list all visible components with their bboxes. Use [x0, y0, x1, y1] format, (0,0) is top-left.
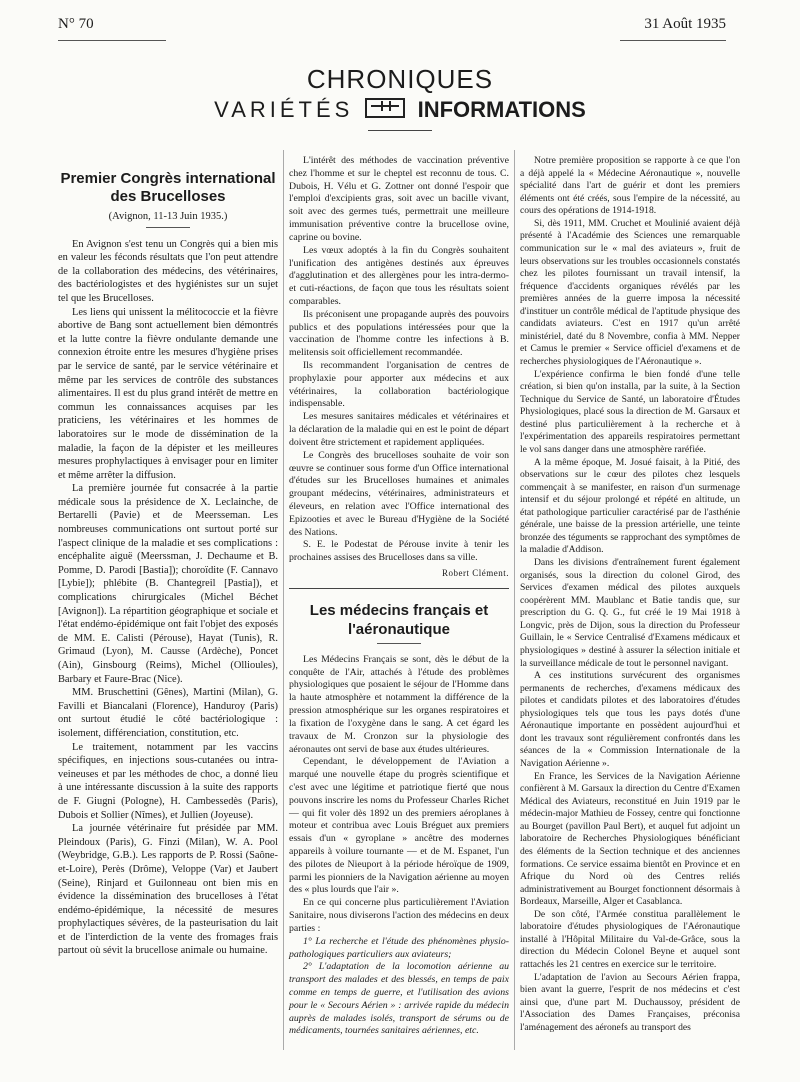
article2-rule	[377, 643, 421, 644]
masthead-informations: INFORMATIONS	[417, 97, 586, 122]
article1-paragraph: Le traitement, notamment par les vaccins spécifiques, en injections sous-cutanées ou intra-veineuses et par les méthodes de choc, a donné lieu à une intéressante discussion à la suite des rapports de F. Giugni (Pologne), H. Cambessedès (Paris), Dubois et Sollier (Nîmes), et Jullien (Joyeuse).	[58, 741, 278, 821]
article1-paragraph: Le Congrès des brucelloses souhaite de voir son œuvre se continuer sous forme d'un Office international d'études sur les Brucelloses humaines et animales groupant médecins, vétérinaires, administrateurs et éleveurs, en relation avec l'Office international des Epizooties et avec le Bureau d'Hygiène de la Société des Nations.	[289, 449, 509, 538]
column-1	[58, 170, 278, 958]
article1-paragraph: Les liens qui unissent la mélitococcie et la fièvre abortive de Bang sont actuellement bien démontrés et la lutte contre la fièvre ondulante demande une connexion étroite entre les mesures d'hygiène prises par le service de santé, par le service vétérinaire et même par les services de contrôle des substances alimentaires. Il est du plus grand intérêt de mettre en commun les connaissances acquises par les praticiens, les vétérinaires et les hommes de laboratoires sur le mode de dissémination de la maladie, la façon de la dépister et les meilleures mesures prophylactiques à envisager pour en limiter et même arrêter la diffusion.	[58, 306, 278, 481]
article1-paragraph: Ils recommandent l'organisation de centres de prophylaxie pour apporter aux médecins et aux vétérinaires, la collaboration bactériologique indispensable.	[289, 360, 509, 410]
article2-paragraph: En France, les Services de la Navigation Aérienne confièrent à M. Garsaux la direction du Centre d'Examen Médical des Aviateurs, reconstitué en Juin 1919 par le médecin-major Mathieu de Fossey, centre qui fonctionne au Bourget (pavillon Paul Bert), et auquel fut adjoint un laboratoire de Recherches Physiologiques bénéficiant des éléments de la Section technique et des anciennes formations. Ce service essaima bientôt en Province et en Afrique du Nord où des Centres reliés administrativement au Bourget fonctionnent désormais à Bordeaux, Marseille, Alger et Casablanca.	[520, 770, 740, 908]
header-rule-left	[58, 40, 166, 41]
article2-paragraph: L'adaptation de l'avion au Secours Aérien frappa, bien avant la guerre, l'esprit de nos médecins et c'est ainsi que, d'une part M. Duchaussoy, président de l'Association des Dames Françaises, préconisa l'aménagement des aéronefs au transport des	[520, 971, 740, 1033]
article1-paragraph: En Avignon s'est tenu un Congrès qui a bien mis en valeur les féconds résultats que l'on peut attendre de la collaboration des médecins, des vétérinaires, des bactériologistes et des hygiénistes sur un sujet tel que les Brucelloses.	[58, 238, 278, 304]
article2-paragraph: Dans les divisions d'entraînement furent également organisés, sous la direction du colonel Girod, des Services d'examen médical des pilotes auxquels coopérèrent MM. Maublanc et Batie tandis que, sur prescription du G. Q. G., fut créé le 19 Mai 1918 à Longvic, près de Dijon, sous la direction du Professeur Guillain, le « Service Centralisé d'Examens médicaux et physiologiques » destiné à assurer la sélection initiale et la surveillance médicale de tout le personnel navigant.	[520, 557, 740, 669]
article2-paragraph: L'expérience confirma le bien fondé d'une telle création, si bien qu'on installa, par la suite, à la Section Technique du Service de Santé, un laboratoire d'Études Physiologiques, placé sous la direction de M. Garsaux et destiné plus particulièrement à la recherche et à l'expérimentation des appareils respiratoires permettant le vol sans danger dans une atmosphère raréfiée.	[520, 368, 740, 455]
header-rule-right	[620, 40, 726, 41]
issue-date: 31 Août 1935	[644, 16, 726, 32]
masthead-logo-icon	[365, 98, 405, 118]
column-2	[289, 155, 509, 1038]
article1-paragraph: S. E. le Podestat de Pérouse invite à tenir les prochaines assises des Brucelloses dans sa ville.	[289, 539, 509, 564]
masthead	[0, 64, 800, 131]
article1-paragraph: Les vœux adoptés à la fin du Congrès souhaitent l'unification des antigènes destinés aux épreuves d'agglutination et des allergènes pour les intra-dermo- et cuti-réactions, de façon que tous les résultats soient comparables.	[289, 244, 509, 307]
article2-paragraph: Notre première proposition se rapporte à ce que l'on a déjà appelé la « Médecine Aéronautique », nouvelle spécialité dans l'art de guérir et dont les premiers éléments ont été créés, sous l'empire de la nécessité, au cours des opérations de 1914-1918.	[520, 155, 740, 217]
article2-paragraph: En ce qui concerne plus particulièrement l'Aviation Sanitaire, nous diviserons l'action des médecins en deux parties :	[289, 897, 509, 934]
article1-signature: Robert Clément.	[442, 568, 509, 578]
article2-paragraph: De son côté, l'Armée constitua parallèlement le laboratoire d'études physiologiques de l'Aéronautique installé à l'Hôpital Militaire du Val-de-Grâce, sous la direction du Médecin Colonel Beyne et auquel sont rattachés les 21 centres en exercice sur le territoire.	[520, 908, 740, 970]
masthead-title: CHRONIQUES	[306, 64, 494, 94]
article2-paragraph: 2° L'adaptation de la locomotion aérienne au transport des malades et des blessés, en temps de paix comme en temps de guerre, et l'utilisation des avions pour le « Secours Aérien » : arrivée rapide du médecin auprès de malades isolés, transport de sérums ou de médicaments, tournées sanitaires aériennes, etc.	[289, 961, 509, 1037]
article1-title: Premier Congrès international des Brucelloses	[60, 170, 276, 205]
article1-subtitle: (Avignon, 11-13 Juin 1935.)	[108, 211, 228, 222]
article1-paragraph: L'intérêt des méthodes de vaccination préventive chez l'homme et sur le cheptel est reconnu de tous. C. Dubois, H. Vélu et G. Zottner ont donné l'espoir que l'emploi d'excipients gras, soit avec un bacille vivant, soit avec des germes tués, permettrait une meilleure immunisation préventive contre la brucellose ovine, caprine ou bovine.	[289, 155, 509, 243]
article1-paragraph: Ils préconisent une propagande auprès des pouvoirs publics et des populations intéressées pour que la vaccination de l'homme contre les infections à B. melitensis soit officiellement recommandée.	[289, 308, 509, 359]
article-divider	[289, 588, 509, 589]
column-rule-1	[283, 150, 284, 1050]
masthead-subtitle	[0, 96, 800, 124]
article2-paragraph: Si, dès 1911, MM. Cruchet et Moulinié avaient déjà présenté à l'Académie des Sciences une remarquable communication sur le « mal des aviateurs », fruit de leurs observations sur les troubles occasionnels constatés chez les pilotes fournissant un travail intensif, la fréquence d'accidents organiques révélés par les premières années de la guerre imposa la nécessité d'instituer un contrôle médical de l'aptitude physique des candidats aviateurs. C'est en 1917 qu'un arrêté ministériel, daté du 8 Novembre, confia à MM. Nepper et Camus le premier « Service officiel d'examens et de recherches physiologiques de l'Aéronautique ».	[520, 217, 740, 367]
article2-paragraph: A ces institutions survécurent des organismes permanents de recherches, d'examens médicaux des pilotes et candidats pilotes et des laboratoires d'études physiologiques tels que tous les pays dotés d'une Aéronautique importante en possèdent aujourd'hui et dont les travaux sont régulièrement confrontés dans les séances de la « Commission Internationale de la Navigation Aérienne ».	[520, 670, 740, 769]
article2-paragraph: Les Médecins Français se sont, dès le début de la conquête de l'Air, attachés à l'étude des problèmes physiologiques que posaient le séjour de l'Homme dans la haute atmosphère et notamment la différence de la pression atmosphérique sur les organes respiratoires et la fixation de l'oxygène dans le sang. A cet égard les travaux de M. Cronzon sur la physiologie des aéronautes ont servi de base aux études ultérieures.	[289, 653, 509, 755]
masthead-varietes: VARIÉTÉS	[214, 97, 354, 122]
article1-rule	[146, 227, 190, 228]
article1-paragraph: La première journée fut consacrée à la partie médicale sous la présidence de X. Leclainche, de Bertarelli (Pavie) et de Meersseman. Les nombreuses communications ont surtout porté sur l'aspect clinique de la maladie et ses complications : encéphalite aiguë (Meerssman, J. Dechaume et B. Pomme, D. Parodi [Bastia]); choroïdite (F. Cannavo [Lybie]); phlébite (B. Chantegreil [Pastia]), et complications chirurgicales (Michel Béchet [Avignon]). La répartition géographique et sociale et l'état endémo-épidémique ont fait l'objet des exposés de MM. E. Calisti (Pérouse), Hayat (Tunis), R. Grimaud (Lyon), M. Causse (Ardèche), Poncet (Ain), Ginsbourg (Reims), Michel (Ollioules), Barbary et Faure-Brac (Nice).	[58, 483, 278, 685]
issue-number: N° 70	[58, 16, 94, 32]
column-3	[520, 155, 740, 1034]
article2-paragraph: Cependant, le développement de l'Aviation a marqué une nouvelle étape du progrès scientifique et c'est avec une légitime et patriotique fierté que nous pouvons inscrire les noms du Professeur Charles Richet — qui fit voler dès 1892 un des premiers aéroplanes à moteur et contribua avec Louis Bréguet aux premiers essais d'un « gyroplane » ancêtre des modernes appareils à voilure tournante — et de M. Espanet, l'un des pilotes de Nieuport à la période héroïque de 1909, parmi les pionniers de la Navigation aérienne au moyen des « plus lourds que l'air ».	[289, 756, 509, 896]
column-rule-2	[514, 150, 515, 1050]
article1-paragraph: Les mesures sanitaires médicales et vétérinaires et la déclaration de la maladie qui en est le point de départ doivent être strictement et rapidement appliquées.	[289, 411, 509, 448]
article2-paragraph: 1° La recherche et l'étude des phénomènes physio-pathologiques particuliers aux aviateurs;	[289, 935, 509, 960]
article1-paragraph: La journée vétérinaire fut présidée par MM. Pleindoux (Paris), G. Finzi (Milan), W. A. Pool (Weybridge, G.B.). Les rapports de P. Rossi (Saône-et-Loire), Perès (Drôme), Veloppe (Var) et Jaubert (Seine), Rinjard et Guilonneau ont bien mis en évidence la dissémination des brucelloses à l'état endémo-épidémique, la nécessité de mesures prophylactiques sévères, de la pasteurisation du lait et de l'interdiction de la vente des fromages frais partout où sévit la brucellose animale ou humaine.	[58, 823, 278, 957]
article2-paragraph: A la même époque, M. Josué faisait, à la Pitié, des observations sur le cœur des pilotes chez lesquels commençait à se manifester, en raison d'un surmenage intensif et du séjour prolongé et répété en altitude, un état pathologique particulier caractérisé par de l'asthénie générale, une baisse de la pression artérielle, une teinte bronzée des téguments se rapprochant des symptômes de la maladie d'Addison.	[520, 456, 740, 556]
masthead-rule	[368, 130, 432, 131]
article1-paragraph: MM. Bruschettini (Gênes), Martini (Milan), G. Favilli et Biancalani (Florence), Handuroy (Paris) ont surtout étudié le côté bactériologique : isolement, différenciation, constitution, etc.	[58, 687, 278, 739]
article2-title: Les médecins français et l'aéronautique	[309, 601, 489, 638]
